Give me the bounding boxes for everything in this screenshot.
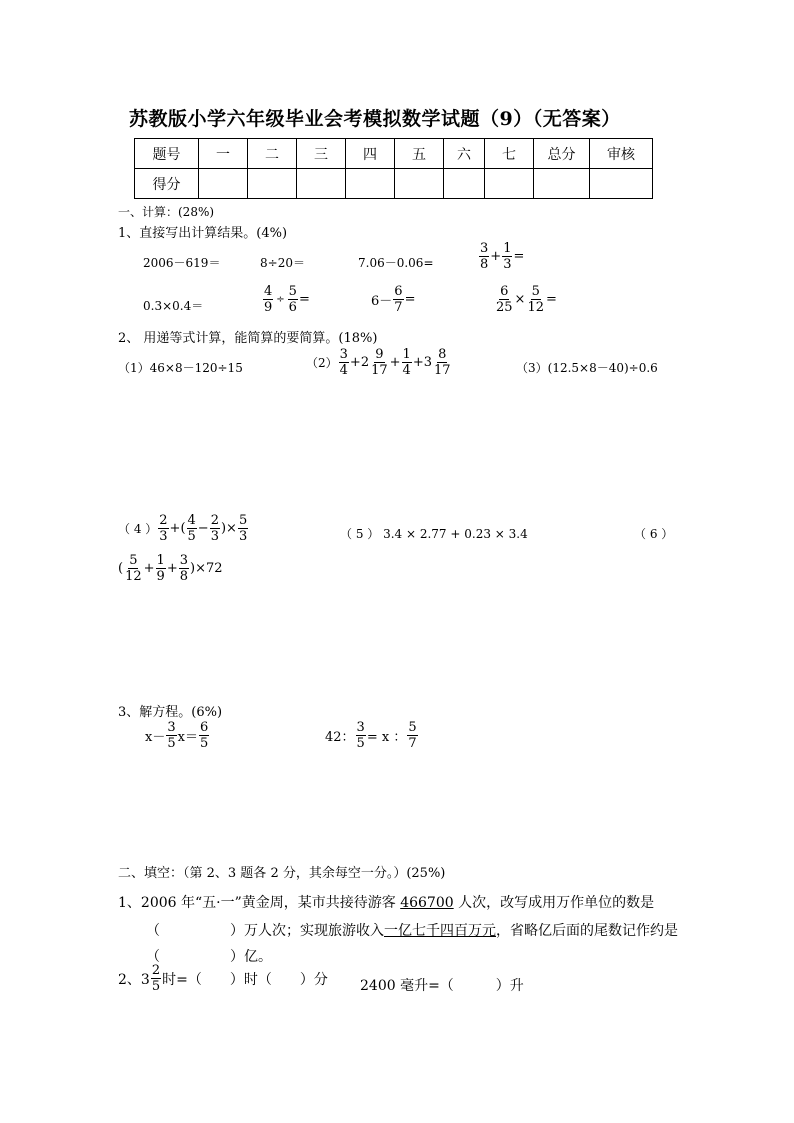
table-header-cell: 三: [297, 139, 346, 169]
q3-equation-1: x－ $\frac{3}{5}$ x＝ $\frac{6}{5}$: [145, 720, 209, 751]
fraction: $\frac{8}{17}$: [434, 347, 451, 378]
fraction: $\frac{3}{4}$: [339, 347, 348, 378]
fraction: $\frac{5}{12}$: [125, 553, 142, 584]
fraction: $\frac{3}{5}$: [356, 720, 365, 751]
table-header-cell: 二: [248, 139, 297, 169]
q2-part-3: （3）(12.5×8－40)÷0.6: [516, 361, 658, 375]
table-header-cell: 总分: [534, 139, 590, 169]
q3-label: 3、解方程。(6%): [118, 705, 223, 720]
score-cell[interactable]: [444, 169, 485, 199]
q1-item-e: 0.3×0.4＝: [143, 299, 204, 313]
score-table: [134, 138, 653, 199]
score-cell[interactable]: [395, 169, 444, 199]
visitor-count: 466700: [400, 895, 454, 911]
q1-label: 1、直接写出计算结果。(4%): [118, 226, 288, 241]
table-row-label: 得分: [135, 169, 199, 199]
table-header-cell: 六: [444, 139, 485, 169]
fraction: $\frac{3}{8}$: [179, 553, 188, 584]
s2-q2: 2、3 $\frac{2}{5}$ 时=（ ）时（ ）分: [118, 963, 328, 994]
score-table-score-row: [135, 169, 653, 199]
score-table-header-row: [135, 139, 653, 169]
fraction: $\frac{2}{3}$: [159, 513, 168, 544]
score-cell[interactable]: [199, 169, 248, 199]
page-title: 苏教版小学六年级毕业会考模拟数学试题（9）（无答案）: [129, 108, 621, 130]
q2-part-6: ( $\frac{5}{12}$ + $\frac{1}{9}$ + $\frac{3}{8}$ )×72: [118, 553, 223, 584]
score-cell[interactable]: [346, 169, 395, 199]
q2-part-1: （1）46×8－120÷15: [118, 361, 243, 375]
q1-item-f: $\frac{4}{9}$ ÷ $\frac{5}{6}$ =: [264, 284, 310, 315]
q1-item-b: 8÷20＝: [260, 256, 305, 270]
section2-heading: 二、填空：（第 2、3 题各 2 分，其余每空一分。）(25%): [118, 866, 446, 881]
table-header-cell: 五: [395, 139, 444, 169]
q2-part-6-label: （ 6 ）: [634, 527, 674, 541]
section1-heading: 一、计算：(28%): [118, 205, 215, 219]
score-cell[interactable]: [485, 169, 534, 199]
fraction: $\frac{2}{5}$: [151, 963, 161, 994]
fraction: $\frac{6}{7}$: [394, 284, 403, 315]
q1-item-c: 7.06－0.06=: [358, 256, 434, 270]
fraction: $\frac{6}{5}$: [199, 720, 209, 751]
fraction: $\frac{9}{17}$: [371, 347, 388, 378]
q1-item-g: 6－ $\frac{6}{7}$ =: [371, 284, 416, 315]
score-cell[interactable]: [590, 169, 653, 199]
fraction: $\frac{2}{3}$: [210, 513, 219, 544]
s2-q1-line1: 1、2006 年“五·一”黄金周，某市共接待游客 466700 人次，改写成用万作单位的数是: [118, 895, 655, 911]
q2-part-4: （ 4 ） $\frac{2}{3}$ +( $\frac{4}{5}$ − $\frac{2}{3}$ )× $\frac{5}{3}$: [118, 513, 248, 544]
table-header-cell: 题号: [135, 139, 199, 169]
score-cell[interactable]: [534, 169, 590, 199]
table-header-cell: 四: [346, 139, 395, 169]
table-header-cell: 一: [199, 139, 248, 169]
q2-part-5: （ 5 ） 3.4 × 2.77 + 0.23 × 3.4: [340, 527, 528, 541]
q2-part-2: （2） $\frac{3}{4}$ +2 $\frac{9}{17}$ + $\frac{1}{4}$ +3 $\frac{8}{17}$: [306, 347, 451, 378]
fraction: $\frac{5}{7}$: [408, 720, 417, 751]
s2-q1-line2: （ ）万人次；实现旅游收入一亿七千四百万元，省略亿后面的尾数记作约是: [146, 923, 678, 939]
q1-item-h: $\frac{6}{25}$ × $\frac{5}{12}$ =: [496, 284, 557, 315]
fraction: $\frac{5}{6}$: [288, 284, 297, 315]
fraction: $\frac{1}{9}$: [156, 553, 165, 584]
fraction: $\frac{4}{5}$: [187, 513, 196, 544]
score-cell[interactable]: [297, 169, 346, 199]
q1-item-a: 2006－619＝: [143, 256, 221, 270]
score-cell[interactable]: [248, 169, 297, 199]
tourism-income: 一亿七千四百万元: [384, 923, 496, 939]
table-header-cell: 七: [485, 139, 534, 169]
fraction: $\frac{5}{12}$: [527, 284, 544, 315]
fraction: $\frac{4}{9}$: [264, 284, 273, 315]
s2-q1-line3: （ ）亿。: [146, 949, 272, 965]
q1-item-d: $\frac{3}{8}$ + $\frac{1}{3}$ =: [480, 241, 525, 272]
table-header-cell: 审核: [590, 139, 653, 169]
fraction: $\frac{5}{3}$: [238, 513, 248, 544]
fraction: $\frac{6}{25}$: [496, 284, 513, 315]
fraction: $\frac{1}{3}$: [503, 241, 512, 272]
s2-q2-b: 2400 毫升=（ ）升: [360, 978, 524, 994]
q3-equation-2: 42： $\frac{3}{5}$ = x ： $\frac{5}{7}$: [325, 720, 417, 751]
fraction: $\frac{1}{4}$: [402, 347, 411, 378]
q2-label: 2、 用递等式计算，能简算的要简算。(18%): [118, 331, 378, 346]
fraction: $\frac{3}{5}$: [167, 720, 176, 751]
fraction: $\frac{3}{8}$: [480, 241, 489, 272]
